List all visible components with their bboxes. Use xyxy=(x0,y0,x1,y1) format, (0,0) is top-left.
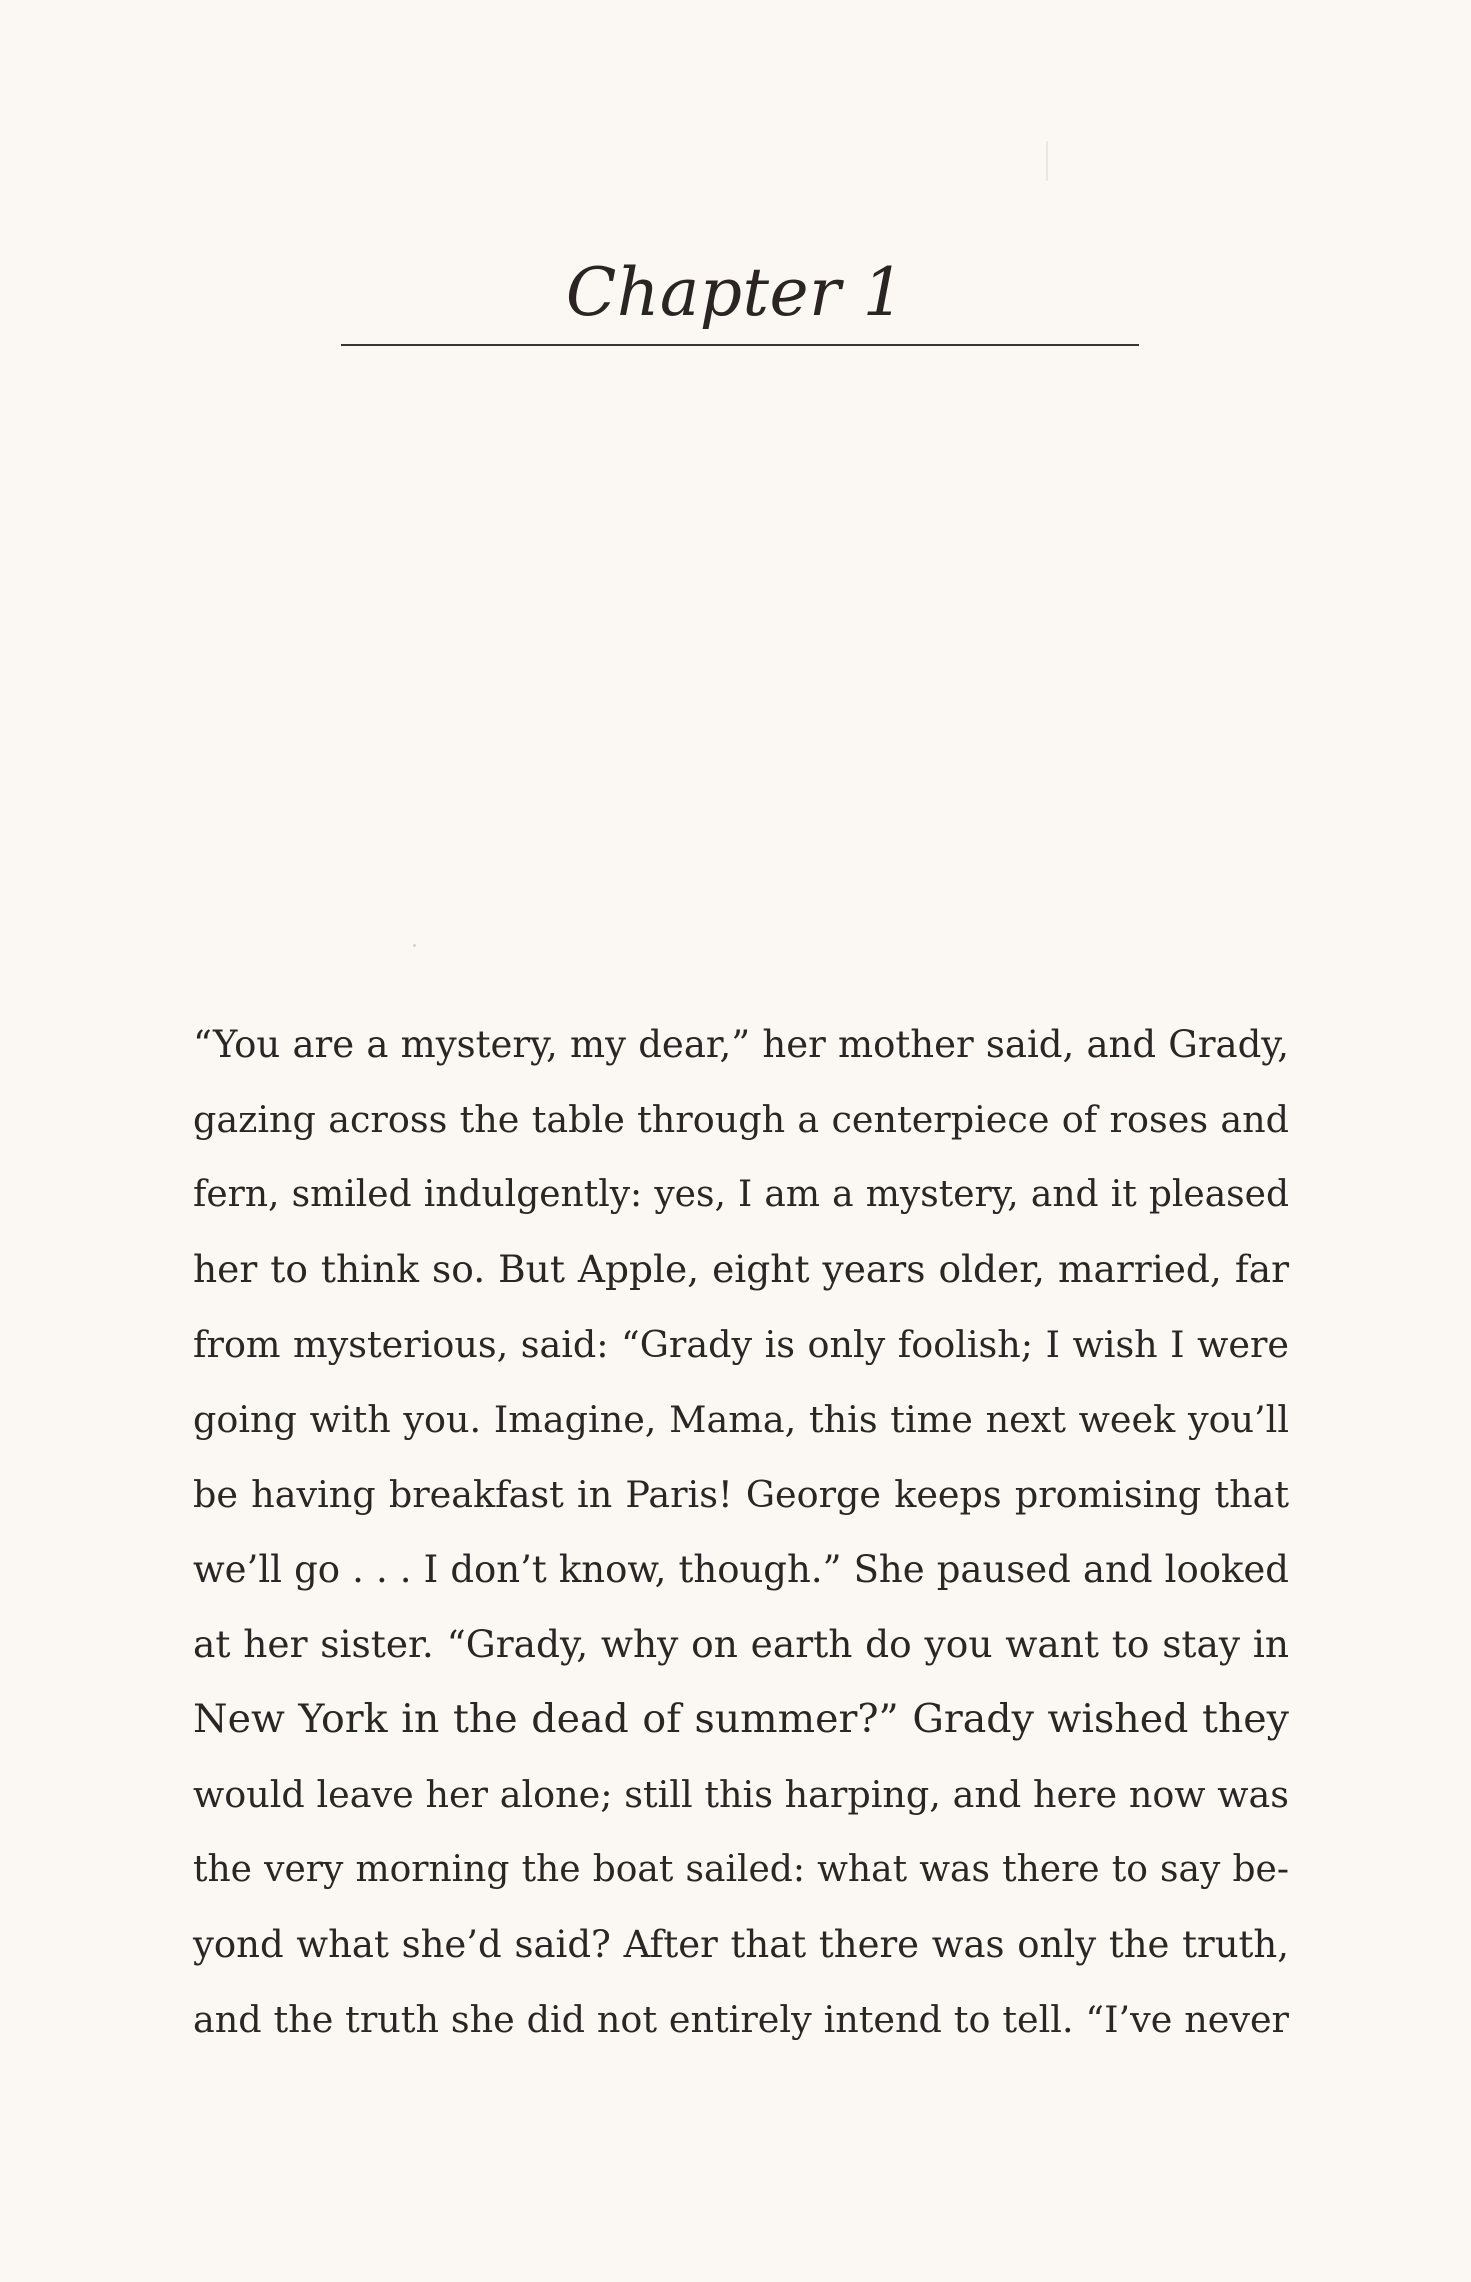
text-line: would leave her alone; still this harping, and here now was xyxy=(193,1773,1289,1816)
text-line: her to think so. But Apple, eight years older, married, far xyxy=(193,1247,1289,1291)
paper-speck xyxy=(1046,141,1048,181)
text-line: fern, smiled indulgently: yes, I am a mystery, and it pleased xyxy=(193,1174,1289,1215)
paper-speck xyxy=(413,944,416,947)
text-line: be having breakfast in Paris! George keeps promising that xyxy=(193,1473,1289,1516)
text-line: at her sister. “Grady, why on earth do you want to stay in xyxy=(193,1622,1289,1666)
text-line: “You are a mystery, my dear,” her mother said, and Grady, xyxy=(193,1023,1289,1066)
chapter-rule xyxy=(341,344,1139,346)
text-line: New York in the dead of summer?” Grady wished they xyxy=(193,1696,1289,1742)
body-text xyxy=(193,1007,1289,2057)
chapter-title: Chapter 1 xyxy=(565,254,906,331)
text-line: and the truth she did not entirely intend to tell. “I’ve never xyxy=(193,1998,1289,2041)
text-line: yond what she’d said? After that there was only the truth, xyxy=(193,1923,1289,1966)
text-line: the very morning the boat sailed: what was there to say be- xyxy=(193,1849,1289,1890)
text-line: we’ll go . . . I don’t know, though.” She paused and looked xyxy=(193,1548,1289,1591)
text-line: going with you. Imagine, Mama, this time next week you’ll xyxy=(193,1398,1289,1441)
text-line: from mysterious, said: “Grady is only foolish; I wish I were xyxy=(193,1323,1289,1366)
text-line: gazing across the table through a centerpiece of roses and xyxy=(193,1098,1289,1141)
